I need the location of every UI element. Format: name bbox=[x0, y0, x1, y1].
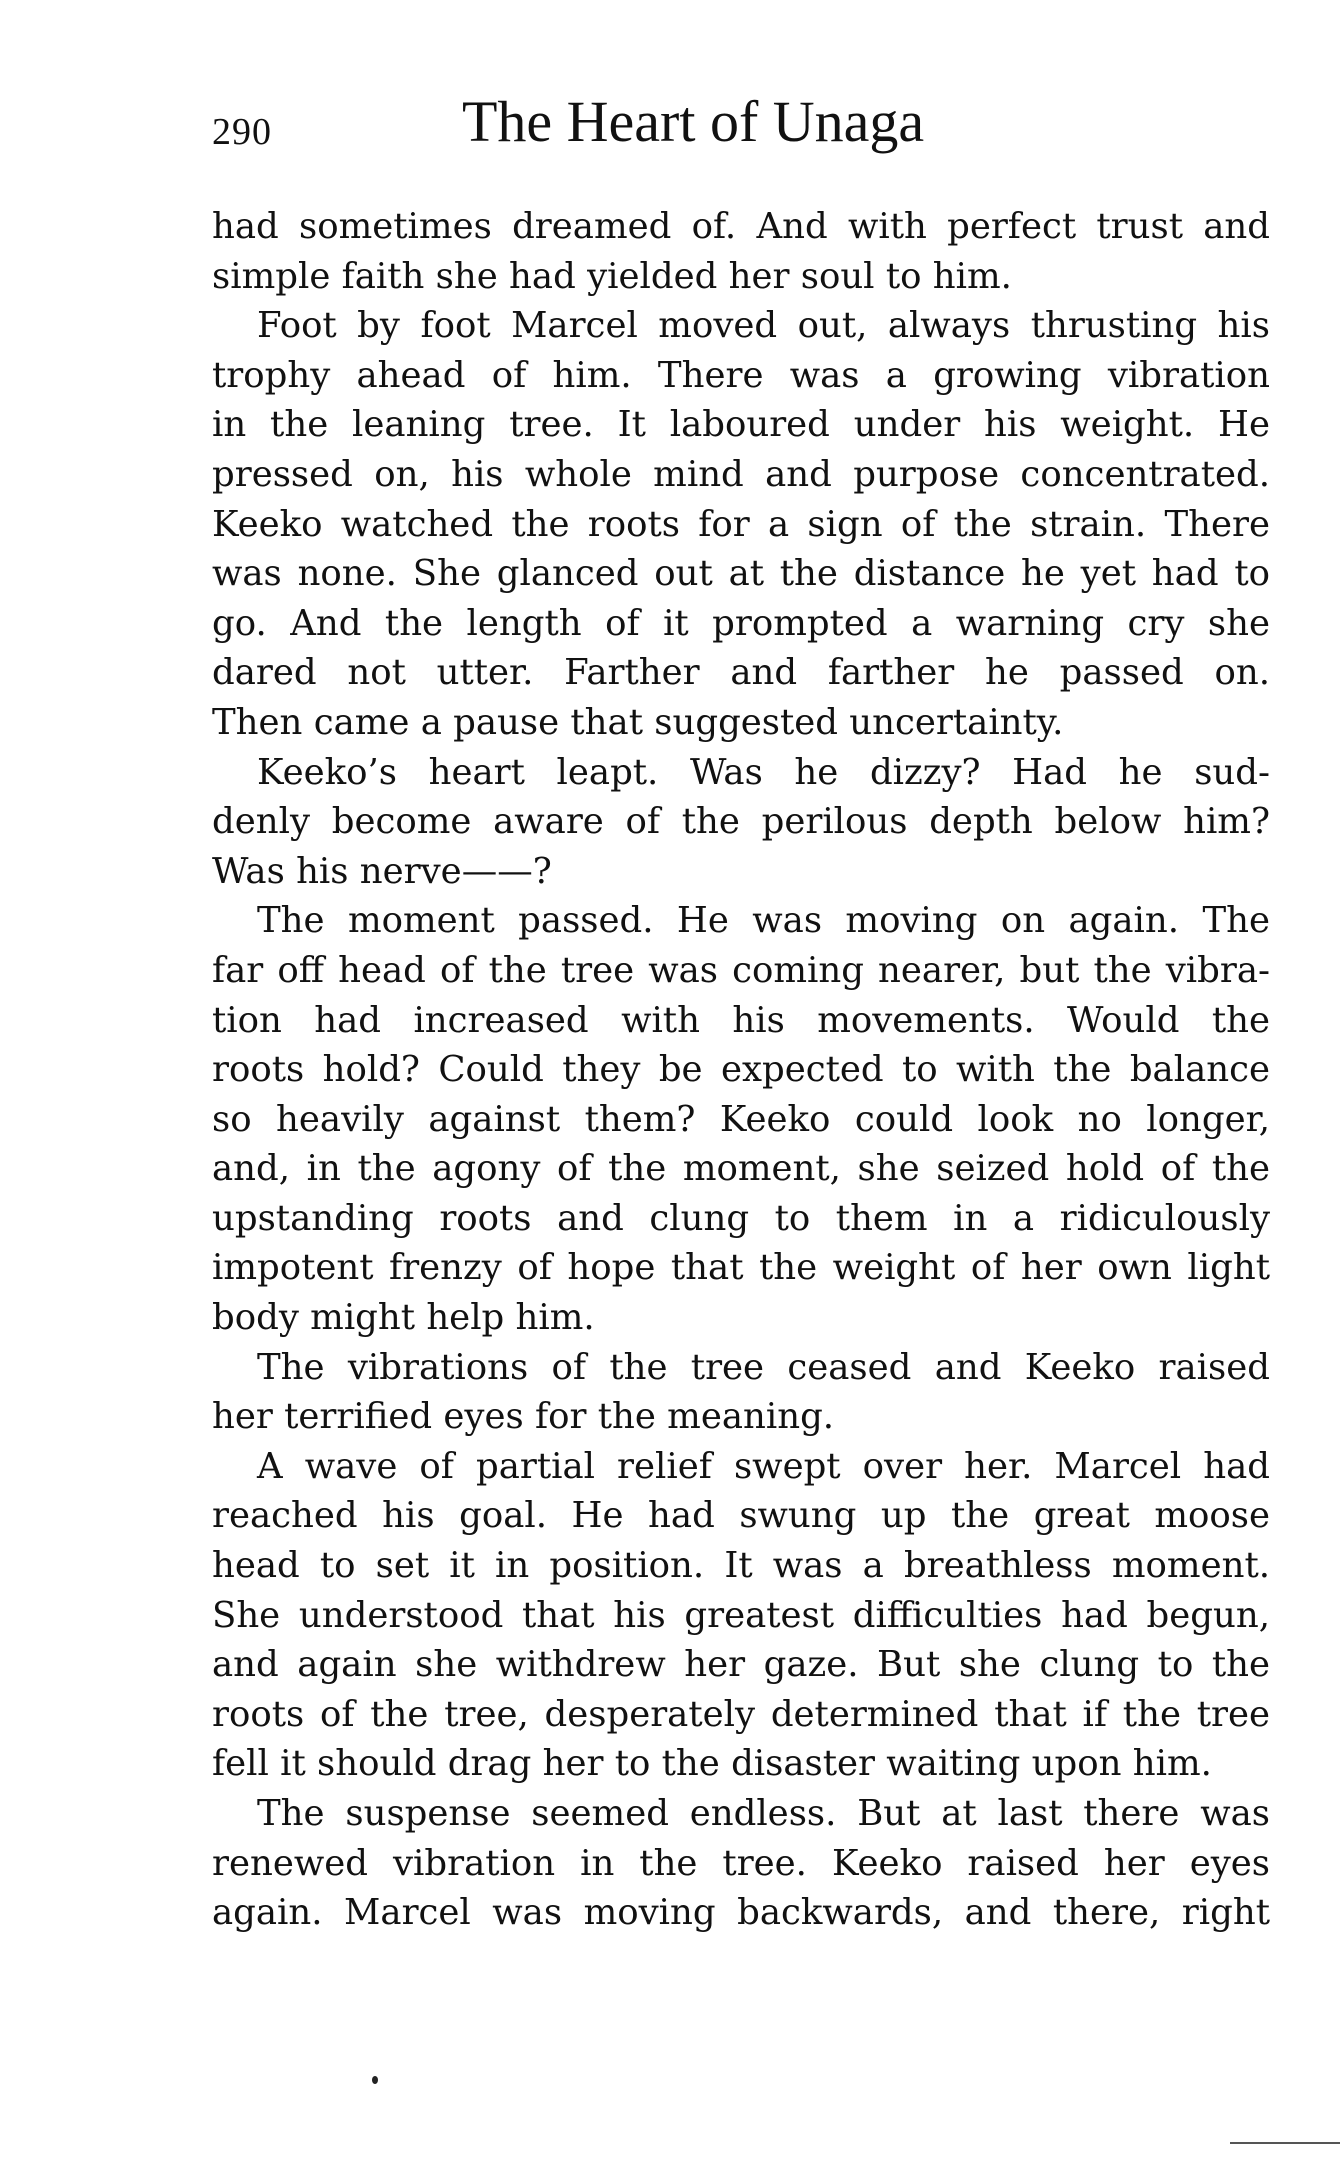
paragraph bbox=[212, 202, 1270, 301]
text-line: and, in the agony of the moment, she seized hold of the bbox=[212, 1148, 1270, 1190]
paragraph bbox=[212, 301, 1270, 747]
text-line: head to set it in position. It was a breathless moment. bbox=[212, 1545, 1270, 1587]
text-line: The suspense seemed endless. But at last there was bbox=[257, 1793, 1270, 1834]
text-line: Was his nerve——? bbox=[212, 850, 552, 892]
text-line: impotent frenzy of hope that the weight of her own light bbox=[212, 1247, 1270, 1289]
text-line: body might help him. bbox=[212, 1297, 595, 1339]
text-line: roots of the tree, desperately determined that if the tree bbox=[212, 1693, 1270, 1735]
text-line: Then came a pause that suggested uncertainty. bbox=[212, 701, 1064, 743]
body-text bbox=[212, 202, 1270, 1938]
text-line: roots hold? Could they be expected to with the balance bbox=[212, 1049, 1270, 1091]
text-line: go. And the length of it prompted a warning cry she bbox=[212, 602, 1270, 644]
text-line: again. Marcel was moving backwards, and there, right bbox=[212, 1892, 1270, 1934]
text-line: her terrified eyes for the meaning. bbox=[212, 1396, 835, 1438]
text-line: simple faith she had yielded her soul to him. bbox=[212, 255, 1012, 297]
text-line: tion had increased with his movements. Would the bbox=[212, 999, 1270, 1041]
text-line: so heavily against them? Keeko could look no longer, bbox=[212, 1098, 1270, 1140]
text-line: denly become aware of the perilous depth below him? bbox=[212, 801, 1270, 843]
text-line: renewed vibration in the tree. Keeko raised her eyes bbox=[212, 1842, 1270, 1884]
ink-speck bbox=[372, 2076, 378, 2084]
text-line: in the leaning tree. It laboured under his weight. He bbox=[212, 404, 1270, 446]
running-title: The Heart of Unaga bbox=[462, 89, 925, 154]
text-line: The moment passed. He was moving on again. The bbox=[257, 900, 1270, 942]
paragraph bbox=[212, 1442, 1270, 1789]
text-line: fell it should drag her to the disaster waiting upon him. bbox=[212, 1743, 1212, 1785]
page-header bbox=[212, 88, 1270, 168]
text-line: far off head of the tree was coming nearer, but the vibra- bbox=[212, 949, 1270, 991]
page-number: 290 bbox=[212, 111, 272, 153]
text-line: The vibrations of the tree ceased and Keeko raised bbox=[257, 1346, 1270, 1388]
text-line: dared not utter. Farther and farther he passed on. bbox=[212, 652, 1270, 694]
corner-mark bbox=[1230, 2142, 1340, 2144]
text-line: upstanding roots and clung to them in a ridiculously bbox=[212, 1197, 1270, 1239]
paragraph bbox=[212, 896, 1270, 1342]
text-line: reached his goal. He had swung up the great moose bbox=[212, 1495, 1270, 1537]
paragraph bbox=[212, 1343, 1270, 1442]
paragraph bbox=[212, 748, 1270, 897]
text-line: A wave of partial relief swept over her. Marcel had bbox=[257, 1445, 1270, 1487]
text-line: Foot by foot Marcel moved out, always thrusting his bbox=[257, 305, 1270, 347]
text-line: trophy ahead of him. There was a growing vibration bbox=[212, 354, 1270, 396]
text-line: had sometimes dreamed of. And with perfect trust and bbox=[212, 206, 1270, 247]
text-line: Keeko’s heart leapt. Was he dizzy? Had he sud- bbox=[257, 751, 1270, 793]
text-line: and again she withdrew her gaze. But she clung to the bbox=[212, 1644, 1270, 1686]
text-line: pressed on, his whole mind and purpose concentrated. bbox=[212, 453, 1270, 495]
text-line: was none. She glanced out at the distance he yet had to bbox=[212, 553, 1270, 595]
paragraph bbox=[212, 1789, 1270, 1938]
text-line: She understood that his greatest difficulties had begun, bbox=[212, 1594, 1270, 1636]
text-line: Keeko watched the roots for a sign of the strain. There bbox=[212, 503, 1270, 545]
